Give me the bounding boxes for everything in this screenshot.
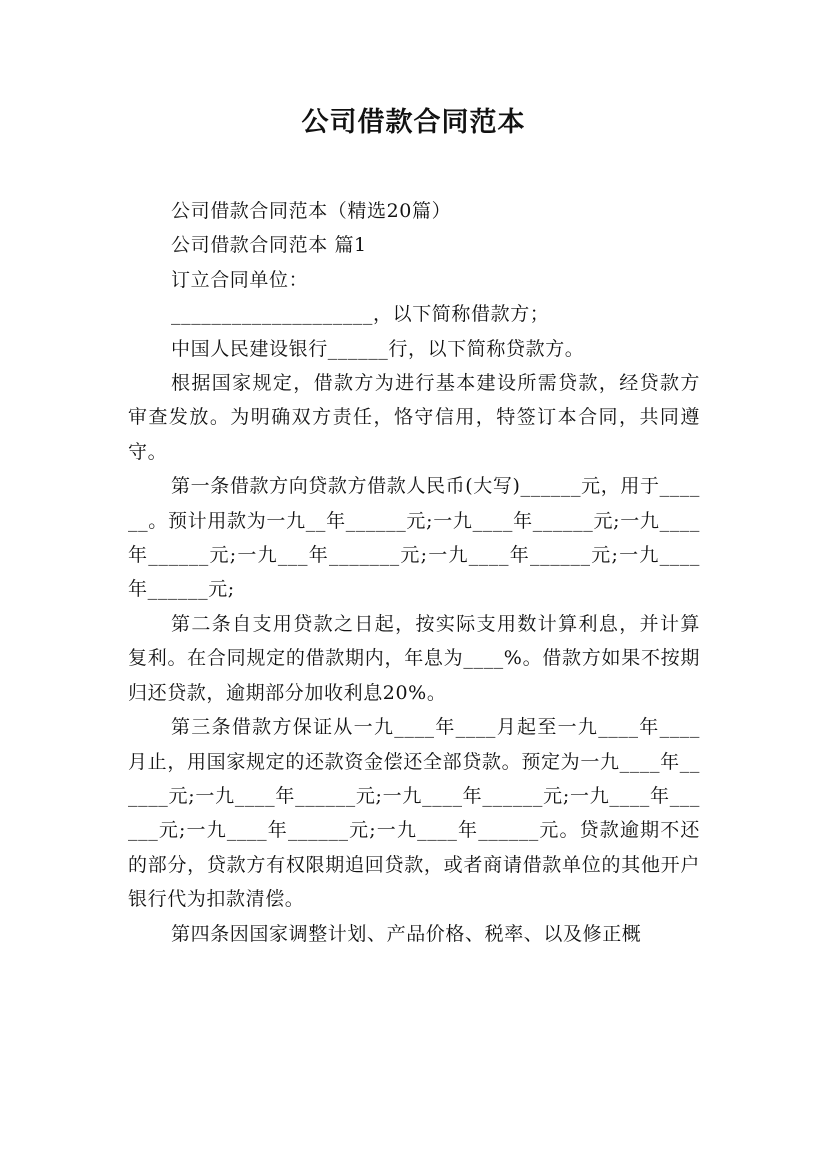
paragraph-article-3: 第三条借款方保证从一九____年____月起至一九____年____月止，用国家规定的还款资金偿还全部贷款。预定为一九____年______元;一九____年______元;一九____年______元;一九____年______元;一九____年______元;一九____年______元。贷款逾期不还的部分，贷款方有权限期追回贷款，或者商请借款单位的其他开户银行代为扣款清偿。 (128, 716, 700, 911)
paragraph-contract-parties-label: 订立合同单位： (171, 268, 309, 291)
paragraph-article-4: 第四条因国家调整计划、产品价格、税率、以及修正概 (171, 922, 642, 945)
paragraph-collection-title: 公司借款合同范本（精选20篇） (171, 200, 452, 222)
paragraph-borrower-line: ____________________，以下简称借款方； (171, 303, 550, 326)
paragraph-section-title: 公司借款合同范本 篇1 (171, 234, 367, 257)
document-body (128, 194, 700, 951)
document-title: 公司借款合同范本 (301, 107, 526, 138)
paragraph-preamble: 根据国家规定，借款方为进行基本建设所需贷款，经贷款方审查发放。为明确双方责任，恪守信用，特签订本合同，共同遵守。 (128, 372, 700, 463)
paragraph-article-1: 第一条借款方向贷款方借款人民币(大写)______元，用于______。预计用款为一九__年______元;一九____年______元;一九____年______元;一九___年_______元;一九____年______元;一九____年______元; (128, 475, 700, 601)
paragraph-article-2: 第二条自支用贷款之日起，按实际支用数计算利息，并计算复利。在合同规定的借款期内，年息为____%。借款方如果不按期归还贷款，逾期部分加收利息20%。 (128, 612, 700, 704)
paragraph-lender-line: 中国人民建设银行______行，以下简称贷款方。 (171, 337, 585, 360)
